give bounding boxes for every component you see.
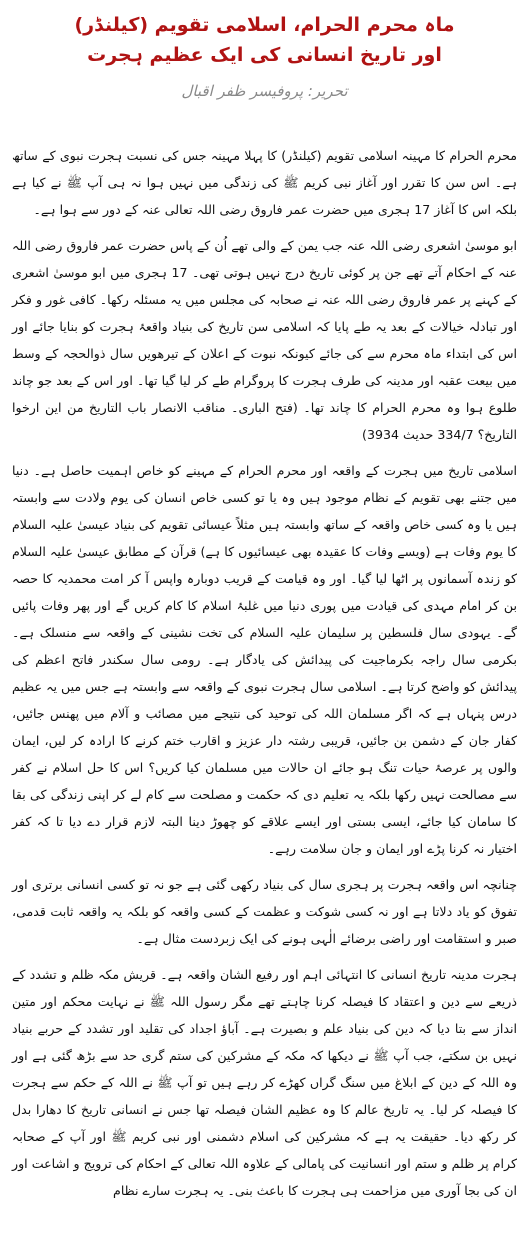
article-title-line1: ماہ محرم الحرام، اسلامی تقویم (کیلنڈر) [74, 14, 455, 36]
paragraph-4: چنانچہ اس واقعہ ہجرت پر ہجری سال کی بنیاد رکھی گئی ہے جو نہ تو کسی انسانی برتری اور تفوق کو یاد دلاتا ہے اور نہ کسی شوکت و عظمت کے کسی واقعہ کو بلکہ یہ واقعہ ثابت قدمی، صبر و استقامت اور راضی برضائے الٰہی ہونے کی ایک زبردست مثال ہے۔ [12, 877, 517, 946]
paragraph-5: ہجرت مدینہ تاریخ انسانی کا انتہائی اہم اور رفیع الشان واقعہ ہے۔ قریش مکہ ظلم و تشدد کے ذریعے سے دین و اعتقاد کا فیصلہ کرنا چاہتے تھے مگر رسول اللہ ﷺ نے نہایت محکم اور متین انداز سے بتا دیا کہ دین کی بنیاد علم و بصیرت ہے۔ آباؤ اجداد کی تقلید اور تشدد کے حربے بنیاد نہیں بن سکتے، جب آپ ﷺ نے دیکھا کہ مکہ کے مشرکین کی ستم گری حد سے بڑھ گئی ہے اور وہ اللہ کے دین کے ابلاغ میں سنگ گراں کھڑے کر رہے ہیں تو آپ ﷺ نے اللہ کے حکم سے ہجرت کا فیصلہ کر لیا۔ یہ تاریخ عالم کا وہ عظیم الشان فیصلہ تھا جس نے انسانی تاریخ کا دھارا بدل کر رکھ دیا۔ حقیقت یہ ہے کہ مشرکین کی اسلام دشمنی اور نبی کریم ﷺ اور آپ کے صحابہ کرام پر ظلم و ستم اور انسانیت کی پامالی کے علاوہ اللہ تعالی کے احکام کی ترویج و اشاعت اور ان کی بجا آوری میں مزاحمت ہی ہجرت کا باعث بنی۔ یہ ہجرت سارے نظام [12, 967, 517, 1198]
paragraph-2: ابو موسیٰ اشعری رضی اللہ عنہ جب یمن کے والی تھے اُن کے پاس حضرت عمر فاروق رضی اللہ عنہ کے احکام آتے تھے جن پر کوئی تاریخ درج نہیں ہوتی تھی۔ 17 ہجری میں ابو موسیٰ اشعری کے کہنے پر عمر فاروق رضی اللہ عنہ نے صحابہ کی مجلس میں یہ مسئلہ رکھا۔ کافی غور و فکر اور تبادلہ خیالات کے بعد یہ طے پایا کہ اسلامی سن تاریخ کی بنیاد واقعۂ ہجرت کو بنایا جائے اور اس کی ابتداء ماہ محرم سے کی جائے کیونکہ نبوت کے اعلان کے تیرھویں سال ذوالحجہ کے وسط میں بیعت عقبہ اور مدینہ کی طرف ہجرت کا پروگرام طے کر لیا گیا تھا۔ اور اس کے بعد جو چاند طلوع ہوا وہ محرم الحرام کا چاند تھا۔ (فتح الباری۔ مناقب الانصار باب التاریخ من این ارخوا التاریخ؟ 334/7 حدیث 3934) [12, 238, 517, 442]
article-author: تحریر: پروفیسر ظفر اقبال [181, 82, 348, 100]
article-header [12, 10, 517, 106]
paragraph-1: محرم الحرام کا مہینہ اسلامی تقویم (کیلنڈر) کا پہلا مہینہ جس کی نسبت ہجرت نبوی کے ساتھ ہے۔ اس سن کا تقرر اور آغاز نبی کریم ﷺ کی زندگی میں نہیں ہوا نہ ہی آپ ﷺ نے کیا ہے بلکہ اس کا آغاز 17 ہجری میں حضرت عمر فاروق رضی اللہ تعالی عنہ کے دور سے ہوا ہے۔ [12, 148, 517, 217]
article-title-line2: اور تاریخ انسانی کی ایک عظیم ہجرت [87, 44, 442, 66]
paragraph-3: اسلامی تاریخ میں ہجرت کے واقعہ اور محرم الحرام کے مہینے کو خاص اہمیت حاصل ہے۔ دنیا میں جتنے بھی تقویم کے نظام موجود ہیں وہ یا تو کسی خاص انسان کی یوم ولادت سے وابستہ ہیں یا وہ کسی خاص واقعہ کے ساتھ وابستہ ہیں مثلاً عیسائی تقویم کی بنیاد عیسیٰ علیہ السلام کا یوم وفات ہے (ویسے وفات کا عقیدہ بھی عیسائیوں کا ہے) قرآن کے مطابق عیسیٰ علیہ السلام کو زندہ آسمانوں پر اٹھا لیا گیا۔ اور وہ قیامت کے قریب دوبارہ واپس آ کر امت محمدیہ کا حصہ بن کر امام مہدی کی قیادت میں پوری دنیا میں غلبۂ اسلام کا کام کریں گے اور پھر وفات پائیں گے۔ یہودی سال فلسطین پر سلیمان علیہ السلام کی تخت نشینی کے واقعہ سے منسلک ہے۔ بکرمی سال راجہ بکرماجیت کی پیدائش کی یادگار ہے۔ رومی سال سکندر فاتح اعظم کی پیدائش کو واضح کرتا ہے۔ اسلامی سال ہجرت نبوی کے واقعہ سے وابستہ ہے جس میں یہ عظیم درس پنہاں ہے کہ اگر مسلمان اللہ کی توحید کی نتیجے میں مصائب و آلام میں پھنس جائیں، کفار جان کے دشمن بن جائیں، قریبی رشتہ دار عزیز و اقارب ختم کرنے کا ارادہ کر لیں، ایمان والوں پر عرصۂ حیات تنگ ہو جائے ان حالات میں مسلمان کیا کریں؟ اس کا حل اسلام نے کفر سے مصالحت نہیں رکھا بلکہ یہ تعلیم دی کہ حکمت و مصلحت سے کام لے کر اپنی زندگی کی بقا کا سامان کیا جائے، ایسی بستی اور ایسے علاقے کو چھوڑ دینا البتہ لازم قرار دے دیا تا کہ کفر اختیار نہ کرنا پڑے اور ایمان و جان سلامت رہے۔ [12, 463, 517, 856]
article-body [12, 142, 517, 1204]
